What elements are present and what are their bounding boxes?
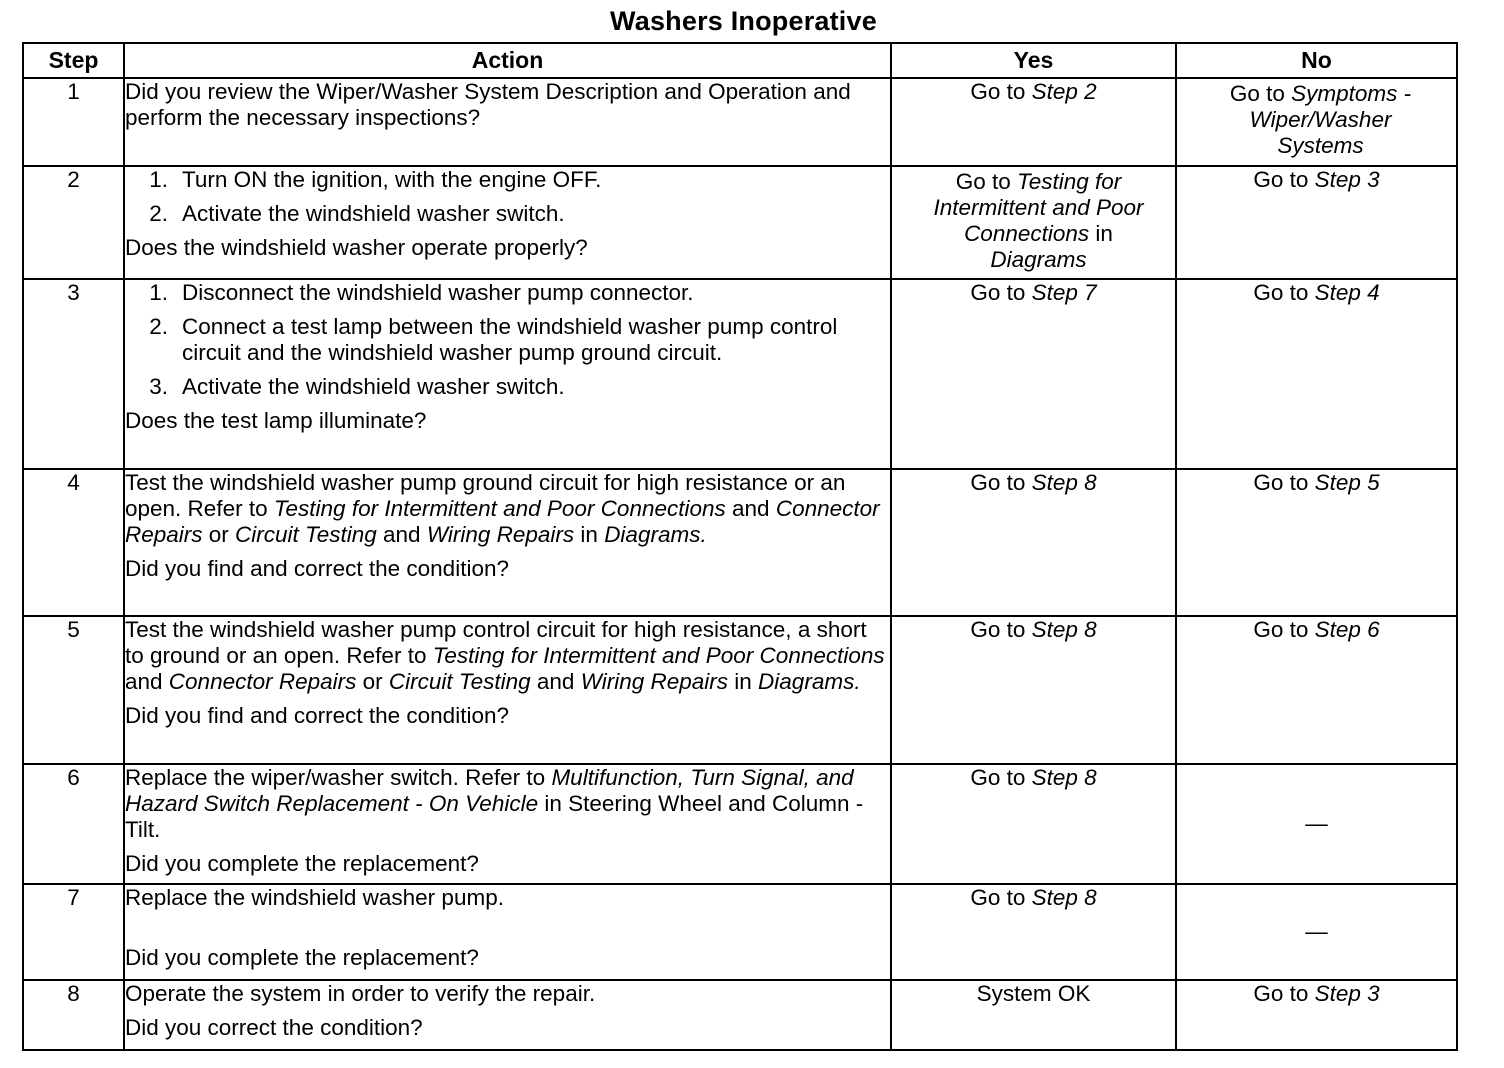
dash-mark: — [1305, 919, 1328, 944]
no-cell [1176, 279, 1457, 469]
document-title: Washers Inoperative [610, 6, 877, 36]
yes-cell [891, 279, 1176, 469]
table-row [23, 166, 1457, 279]
yes-ref: Step 2 [1031, 79, 1097, 104]
step-number: 4 [23, 469, 124, 616]
no-prefix: Go to [1253, 280, 1309, 305]
action-text: Replace the windshield washer pump. [125, 885, 504, 910]
action-cell [124, 764, 891, 884]
no-cell [1176, 884, 1457, 980]
action-question: Did you complete the replacement? [125, 851, 479, 876]
no-cell [1176, 78, 1457, 166]
step-number: 3 [23, 279, 124, 469]
no-prefix: Go to [1253, 617, 1309, 642]
diagnostic-table [22, 42, 1458, 1051]
list-item: 1. Turn ON the ignition, with the engine OFF. [149, 167, 602, 192]
no-ref: Step 3 [1314, 981, 1380, 1006]
yes-cell [891, 764, 1176, 884]
table-row [23, 884, 1457, 980]
no-ref: Symptoms - Wiper/Washer Systems [1249, 81, 1412, 158]
step-number: 8 [23, 980, 124, 1050]
yes-ref: Step 8 [1031, 470, 1097, 495]
action-cell [124, 279, 891, 469]
yes-prefix: Go to [970, 885, 1026, 910]
yes-cell [891, 616, 1176, 764]
yes-ref: Testing for Intermittent and Poor Connections [933, 169, 1144, 246]
yes-ref: Step 7 [1031, 280, 1097, 305]
yes-prefix: Go to [970, 617, 1026, 642]
doc-reference: Connector Repairs [168, 669, 357, 694]
doc-reference: Circuit Testing [388, 669, 531, 694]
doc-reference: Diagrams. [604, 522, 707, 547]
table-row [23, 616, 1457, 764]
action-cell [124, 469, 891, 616]
yes-cell [891, 469, 1176, 616]
action-question: Does the test lamp illuminate? [125, 408, 427, 433]
action-text: Replace the wiper/washer switch. Refer to Multifunction, Turn Signal, and Hazard Switch Replacement - On Vehicle in Steering Wheel and Column - Tilt. [125, 765, 864, 842]
doc-reference: Circuit Testing [235, 522, 377, 547]
action-question: Did you find and correct the condition? [125, 556, 509, 581]
no-cell [1176, 980, 1457, 1050]
yes-ref: Step 8 [1031, 617, 1097, 642]
doc-reference: Diagrams. [758, 669, 861, 694]
yes-prefix: Go to [970, 765, 1026, 790]
yes-prefix: Go to [970, 280, 1026, 305]
list-item: 2. Activate the windshield washer switch. [149, 201, 565, 226]
yes-cell [891, 980, 1176, 1050]
no-prefix: Go to [1253, 981, 1309, 1006]
no-prefix: Go to [1253, 167, 1309, 192]
action-text: Operate the system in order to verify the repair. [125, 981, 596, 1006]
step-number: 1 [23, 78, 124, 166]
header-action: Action [124, 43, 891, 78]
action-steps-list [125, 167, 890, 227]
table-row [23, 78, 1457, 166]
yes-cell [891, 78, 1176, 166]
yes-cell [891, 166, 1176, 279]
table-row [23, 980, 1457, 1050]
doc-reference: Testing for Intermittent and Poor Connections [273, 496, 726, 521]
dash-mark: — [1305, 811, 1328, 836]
doc-reference: Connector Repairs [125, 496, 880, 547]
action-question: Did you complete the replacement? [125, 945, 479, 970]
no-cell [1176, 469, 1457, 616]
no-ref: Step 3 [1314, 167, 1380, 192]
yes-prefix: Go to [970, 470, 1026, 495]
header-yes: Yes [891, 43, 1176, 78]
action-question: Does the windshield washer operate properly? [125, 235, 588, 260]
doc-reference: Wiring Repairs [426, 522, 575, 547]
action-cell [124, 166, 891, 279]
list-item: 2. Connect a test lamp between the windshield washer pump control circuit and the windshield washer pump ground circuit. [149, 314, 838, 365]
header-row [23, 43, 1457, 78]
no-cell [1176, 764, 1457, 884]
step-number: 2 [23, 166, 124, 279]
header-no: No [1176, 43, 1457, 78]
step-number: 5 [23, 616, 124, 764]
action-text: Test the windshield washer pump control circuit for high resistance, a short to ground or an open. Refer to Testing for Intermittent and Poor Connections and Connector Repairs or Circuit Testing and Wiring Repairs in Diagrams. [125, 617, 885, 694]
action-steps-list [125, 280, 890, 400]
list-item: 3. Activate the windshield washer switch. [149, 374, 565, 399]
action-text: Did you review the Wiper/Washer System Description and Operation and perform the necessary inspections? [125, 79, 851, 130]
action-cell [124, 78, 891, 166]
no-ref: Step 5 [1314, 470, 1380, 495]
no-cell [1176, 166, 1457, 279]
table-row [23, 469, 1457, 616]
action-cell [124, 616, 891, 764]
doc-reference: Multifunction, Turn Signal, and Hazard Switch Replacement - On Vehicle [125, 765, 854, 816]
no-ref: Step 6 [1314, 617, 1380, 642]
action-cell [124, 980, 891, 1050]
step-number: 6 [23, 764, 124, 884]
no-prefix: Go to [1253, 470, 1309, 495]
list-item: 1. Disconnect the windshield washer pump connector. [149, 280, 694, 305]
yes-prefix: Go to [970, 79, 1026, 104]
step-number: 7 [23, 884, 124, 980]
yes-result: System OK [976, 981, 1091, 1006]
doc-reference: Testing for Intermittent and Poor Connections [432, 643, 885, 668]
yes-ref2: Diagrams [990, 247, 1087, 272]
yes-ref: Step 8 [1031, 765, 1097, 790]
no-prefix: Go to [1229, 81, 1285, 106]
yes-prefix: Go to [955, 169, 1011, 194]
action-question: Did you find and correct the condition? [125, 703, 509, 728]
table-row [23, 764, 1457, 884]
yes-suffix: in [1095, 221, 1113, 246]
header-step: Step [23, 43, 124, 78]
doc-reference: Wiring Repairs [580, 669, 729, 694]
yes-ref: Step 8 [1031, 885, 1097, 910]
action-text: Test the windshield washer pump ground circuit for high resistance or an open. Refer to Testing for Intermittent and Poor Connections and Connector Repairs or Circuit Testing and Wiring Repairs in Diagrams. [125, 470, 880, 547]
action-cell [124, 884, 891, 980]
no-cell [1176, 616, 1457, 764]
yes-cell [891, 884, 1176, 980]
action-question: Did you correct the condition? [125, 1015, 423, 1040]
table-row [23, 279, 1457, 469]
no-ref: Step 4 [1314, 280, 1380, 305]
